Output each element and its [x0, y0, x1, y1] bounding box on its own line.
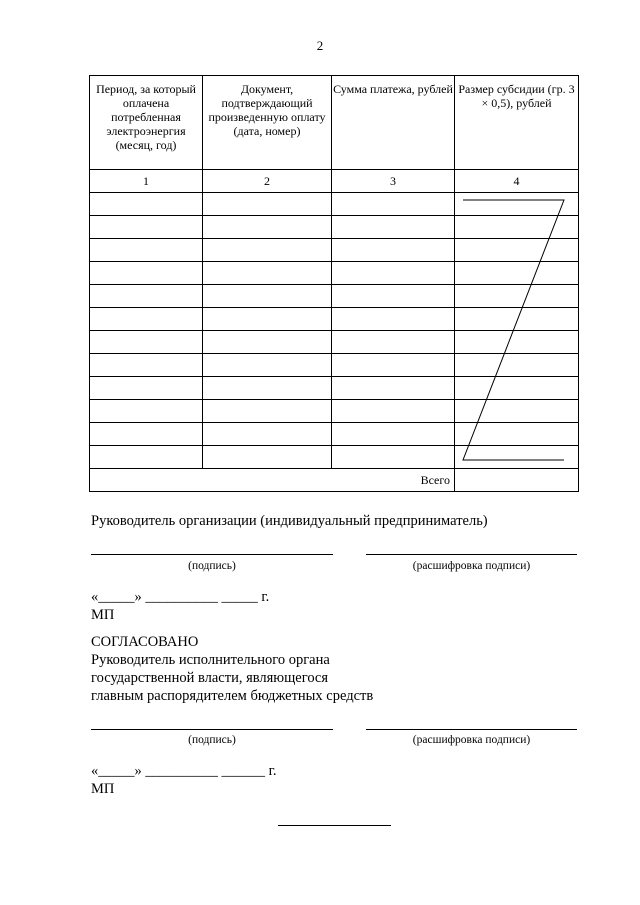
- table-cell: [455, 377, 579, 400]
- table-cell: [455, 400, 579, 423]
- header-document: Документ, подтверждающий произведенную оплату (дата, номер): [203, 76, 332, 170]
- table-cell: [90, 216, 203, 239]
- table-row: [90, 400, 579, 423]
- table-cell: [455, 216, 579, 239]
- stamp-mark: МП: [91, 607, 115, 623]
- table-cell: [203, 308, 332, 331]
- signature-caption: (подпись): [188, 734, 236, 746]
- column-number: 4: [455, 170, 579, 193]
- approval-line-2: государственной власти, являющегося: [91, 670, 329, 686]
- decoding-line: [366, 729, 577, 730]
- total-row: [90, 469, 579, 492]
- table-cell: [203, 262, 332, 285]
- table-cell: [455, 331, 579, 354]
- table-cell: [203, 377, 332, 400]
- total-label: Всего: [90, 469, 455, 492]
- table-cell: [332, 216, 455, 239]
- table-cell: [90, 308, 203, 331]
- table-row: [90, 193, 579, 216]
- decoding-line: [366, 554, 577, 555]
- column-number: 3: [332, 170, 455, 193]
- table-cell: [332, 262, 455, 285]
- table-cell: [332, 331, 455, 354]
- table-row: [90, 216, 579, 239]
- table-cell: [455, 446, 579, 469]
- table-cell: [90, 446, 203, 469]
- date-line: «_____» __________ _____ г.: [91, 589, 270, 605]
- table-row: [90, 239, 579, 262]
- table-cell: [90, 400, 203, 423]
- approval-line-1: Руководитель исполнительного органа: [91, 652, 330, 668]
- header-subsidy-size: Размер субсидии (гр. 3 × 0,5), рублей: [455, 76, 579, 170]
- table-row: [90, 446, 579, 469]
- table-cell: [90, 331, 203, 354]
- table-cell: [455, 193, 579, 216]
- approval-line-3: главным распорядителем бюджетных средств: [91, 688, 374, 704]
- decoding-caption: (расшифровка подписи): [412, 734, 531, 746]
- table-cell: [203, 331, 332, 354]
- table-cell: [90, 193, 203, 216]
- subsidy-table: [89, 75, 579, 492]
- table-cell: [332, 239, 455, 262]
- approval-heading: СОГЛАСОВАНО: [91, 634, 199, 650]
- table-cell: [332, 446, 455, 469]
- signature-caption: (подпись): [188, 560, 236, 572]
- table-row: [90, 354, 579, 377]
- decoding-caption: (расшифровка подписи): [412, 560, 531, 572]
- date-line: «_____» __________ ______ г.: [91, 763, 277, 779]
- table-row: [90, 308, 579, 331]
- table-cell: [332, 377, 455, 400]
- column-number: 1: [90, 170, 203, 193]
- table-cell: [455, 308, 579, 331]
- table-cell: [90, 239, 203, 262]
- table-cell: [203, 239, 332, 262]
- table-cell: [203, 446, 332, 469]
- table-cell: [90, 285, 203, 308]
- total-value-cell: [455, 469, 579, 492]
- signature-line: [91, 729, 333, 730]
- table-cell: [90, 354, 203, 377]
- table-cell: [455, 354, 579, 377]
- table-cell: [455, 285, 579, 308]
- table-cell: [332, 400, 455, 423]
- table-cell: [90, 423, 203, 446]
- end-rule: [278, 825, 391, 826]
- table-cell: [332, 308, 455, 331]
- table-cell: [203, 354, 332, 377]
- table-cell: [203, 285, 332, 308]
- table-cell: [332, 193, 455, 216]
- table-row: [90, 262, 579, 285]
- column-number: 2: [203, 170, 332, 193]
- table-cell: [203, 400, 332, 423]
- table-cell: [332, 285, 455, 308]
- table-cell: [455, 423, 579, 446]
- table-cell: [90, 377, 203, 400]
- table-cell: [203, 193, 332, 216]
- table-row: [90, 331, 579, 354]
- page-number: 2: [316, 38, 324, 53]
- signature-line: [91, 554, 333, 555]
- table-cell: [332, 423, 455, 446]
- stamp-mark: МП: [91, 781, 115, 797]
- table-row: [90, 423, 579, 446]
- table-cell: [455, 262, 579, 285]
- table-cell: [90, 262, 203, 285]
- table-cell: [332, 354, 455, 377]
- header-payment-sum: Сумма платежа, рублей: [332, 76, 455, 170]
- table-row: [90, 285, 579, 308]
- column-number-row: [90, 170, 579, 193]
- table-cell: [203, 423, 332, 446]
- table-row: [90, 377, 579, 400]
- head-title: Руководитель организации (индивидуальный предприниматель): [91, 513, 488, 529]
- table-cell: [203, 216, 332, 239]
- table-cell: [455, 239, 579, 262]
- header-period: Период, за который оплачена потребленная электроэнергия (месяц, год): [90, 76, 203, 170]
